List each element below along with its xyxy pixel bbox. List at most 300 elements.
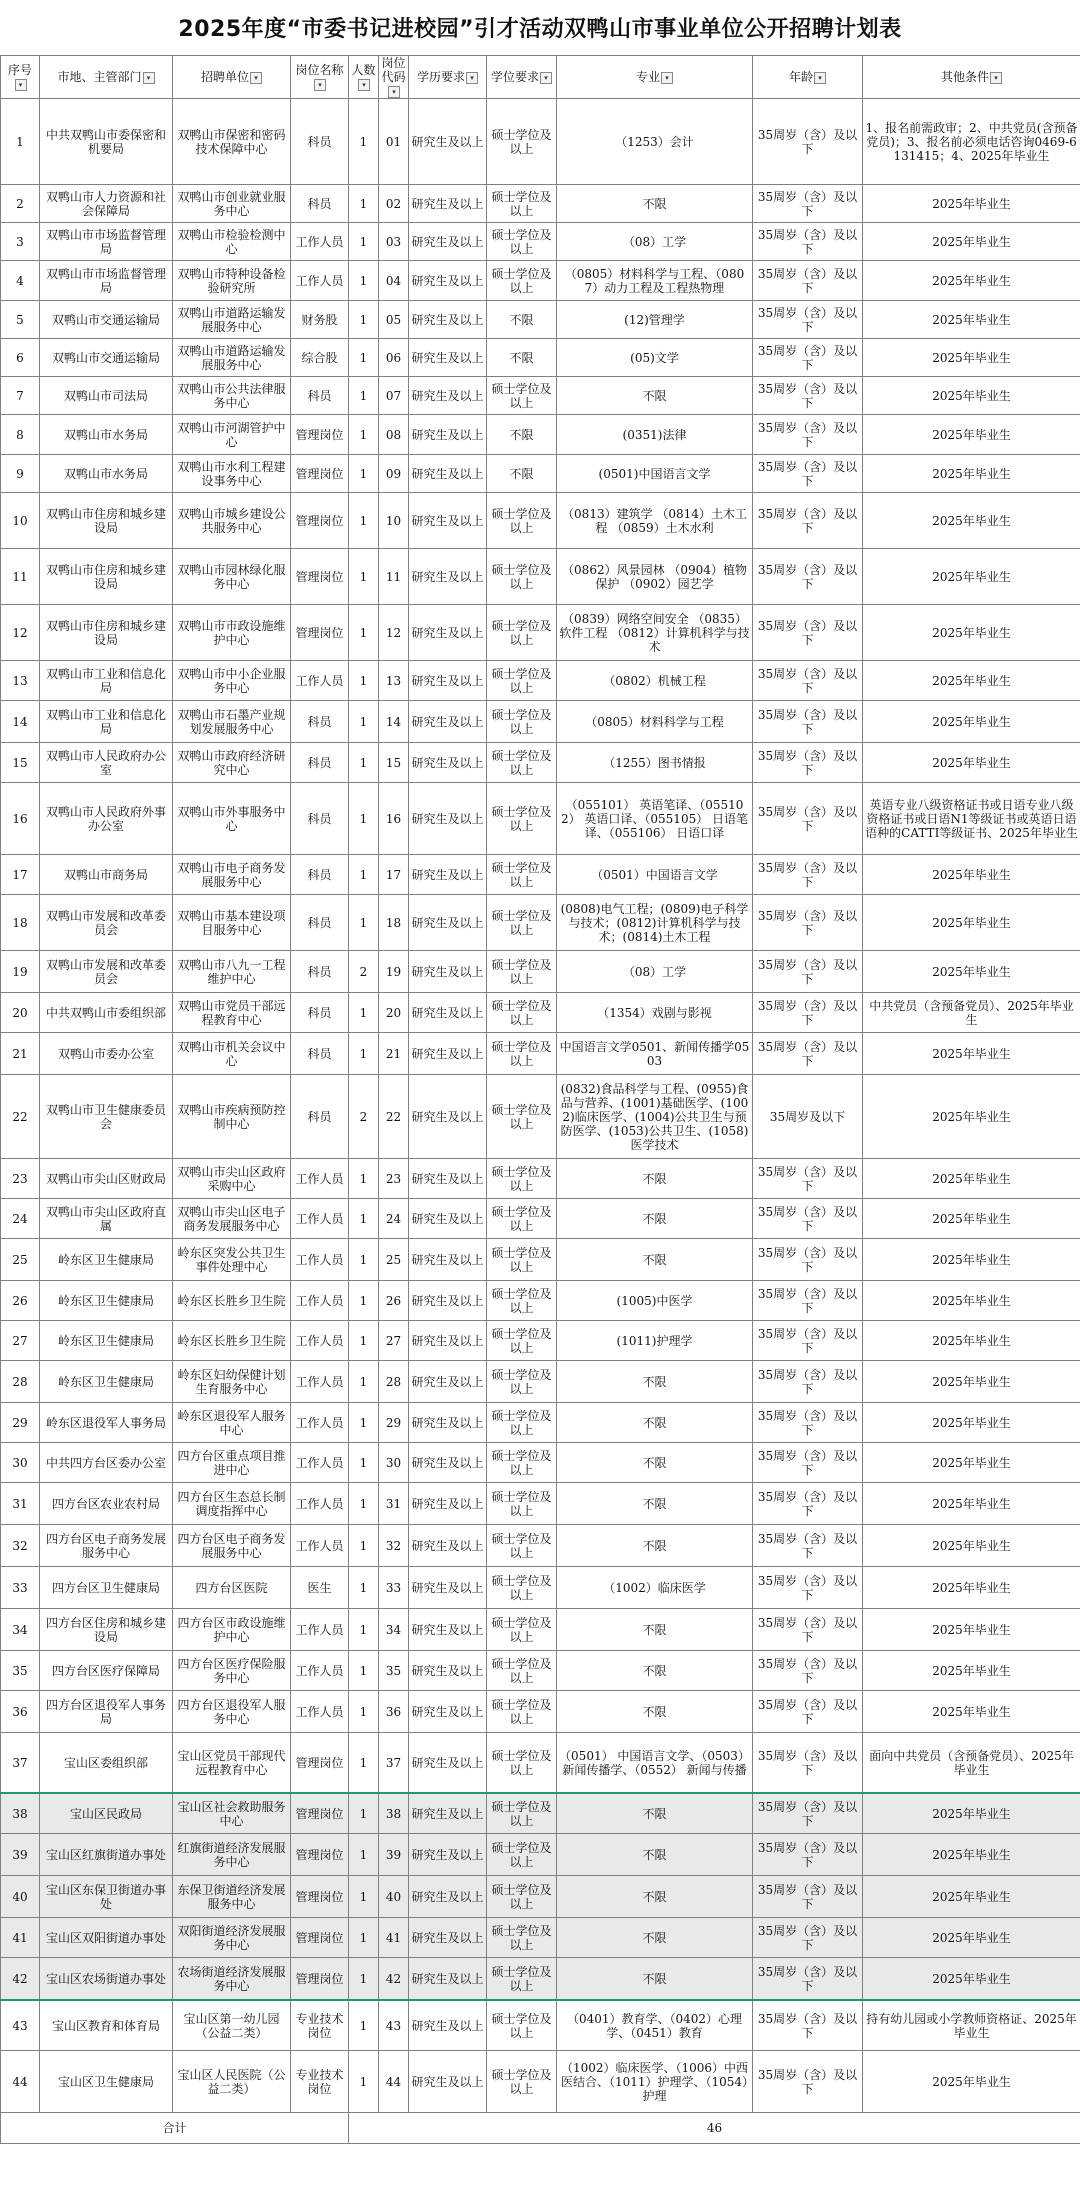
cell-degree[interactable]: 硕士学位及以上 — [487, 377, 557, 415]
cell-code[interactable]: 36 — [379, 1691, 409, 1733]
filter-dropdown-icon[interactable]: ▾ — [388, 86, 400, 98]
cell-edu[interactable]: 研究生及以上 — [409, 455, 487, 493]
cell-code[interactable]: 38 — [379, 1793, 409, 1834]
cell-degree[interactable]: 硕士学位及以上 — [487, 951, 557, 993]
cell-other[interactable]: 2025年毕业生 — [863, 549, 1080, 605]
cell-edu[interactable]: 研究生及以上 — [409, 2051, 487, 2113]
cell-age[interactable]: 35周岁（含）及以下 — [753, 301, 863, 339]
cell-code[interactable]: 12 — [379, 605, 409, 661]
cell-post[interactable]: 管理岗位 — [291, 549, 349, 605]
cell-no[interactable]: 39 — [1, 1834, 40, 1876]
cell-code[interactable]: 05 — [379, 301, 409, 339]
cell-no[interactable]: 4 — [1, 261, 40, 301]
cell-post[interactable]: 管理岗位 — [291, 1834, 349, 1876]
cell-no[interactable]: 31 — [1, 1483, 40, 1525]
cell-major[interactable]: 不限 — [557, 377, 753, 415]
cell-other[interactable]: 2025年毕业生 — [863, 661, 1080, 701]
cell-age[interactable]: 35周岁（含）及以下 — [753, 1159, 863, 1199]
cell-post[interactable]: 工作人员 — [291, 1321, 349, 1361]
cell-unit[interactable]: 双鸭山市保密和密码技术保障中心 — [173, 99, 291, 185]
cell-other[interactable]: 2025年毕业生 — [863, 455, 1080, 493]
cell-edu[interactable]: 研究生及以上 — [409, 895, 487, 951]
cell-age[interactable]: 35周岁（含）及以下 — [753, 1483, 863, 1525]
cell-major[interactable]: 不限 — [557, 1361, 753, 1403]
cell-age[interactable]: 35周岁（含）及以下 — [753, 339, 863, 377]
cell-degree[interactable]: 硕士学位及以上 — [487, 1033, 557, 1075]
cell-dept[interactable]: 双鸭山市人民政府外事办公室 — [40, 783, 173, 855]
cell-num[interactable]: 1 — [349, 2000, 379, 2051]
cell-other[interactable]: 2025年毕业生 — [863, 855, 1080, 895]
cell-dept[interactable]: 双鸭山市水务局 — [40, 455, 173, 493]
cell-edu[interactable]: 研究生及以上 — [409, 549, 487, 605]
cell-num[interactable]: 1 — [349, 895, 379, 951]
cell-other[interactable]: 2025年毕业生 — [863, 951, 1080, 993]
cell-dept[interactable]: 四方台区住房和城乡建设局 — [40, 1609, 173, 1651]
cell-major[interactable]: 不限 — [557, 1834, 753, 1876]
cell-dept[interactable]: 中共四方台区委办公室 — [40, 1443, 173, 1483]
cell-post[interactable]: 专业技术岗位 — [291, 2051, 349, 2113]
cell-age[interactable]: 35周岁（含）及以下 — [753, 1609, 863, 1651]
cell-degree[interactable]: 硕士学位及以上 — [487, 1483, 557, 1525]
cell-post[interactable]: 科员 — [291, 377, 349, 415]
cell-num[interactable]: 1 — [349, 1033, 379, 1075]
cell-num[interactable]: 1 — [349, 339, 379, 377]
cell-major[interactable]: 不限 — [557, 1609, 753, 1651]
cell-unit[interactable]: 双鸭山市机关会议中心 — [173, 1033, 291, 1075]
cell-dept[interactable]: 岭东区卫生健康局 — [40, 1239, 173, 1281]
cell-major[interactable]: 不限 — [557, 1483, 753, 1525]
cell-edu[interactable]: 研究生及以上 — [409, 415, 487, 455]
total-label[interactable]: 合计 — [1, 2113, 349, 2144]
cell-major[interactable]: (0351)法律 — [557, 415, 753, 455]
cell-dept[interactable]: 岭东区退役军人事务局 — [40, 1403, 173, 1443]
cell-dept[interactable]: 双鸭山市工业和信息化局 — [40, 661, 173, 701]
cell-no[interactable]: 22 — [1, 1075, 40, 1159]
cell-code[interactable]: 07 — [379, 377, 409, 415]
cell-major[interactable]: (0808)电气工程；(0809)电子科学与技术；(0812)计算机科学与技术；(0814)土木工程 — [557, 895, 753, 951]
cell-no[interactable]: 16 — [1, 783, 40, 855]
cell-other[interactable]: 2025年毕业生 — [863, 1159, 1080, 1199]
cell-code[interactable]: 22 — [379, 1075, 409, 1159]
cell-unit[interactable]: 双鸭山市电子商务发展服务中心 — [173, 855, 291, 895]
cell-code[interactable]: 30 — [379, 1443, 409, 1483]
cell-edu[interactable]: 研究生及以上 — [409, 1403, 487, 1443]
cell-num[interactable]: 1 — [349, 2051, 379, 2113]
cell-age[interactable]: 35周岁（含）及以下 — [753, 2051, 863, 2113]
cell-degree[interactable]: 硕士学位及以上 — [487, 1443, 557, 1483]
cell-age[interactable]: 35周岁（含）及以下 — [753, 261, 863, 301]
cell-no[interactable]: 1 — [1, 99, 40, 185]
cell-other[interactable]: 2025年毕业生 — [863, 1793, 1080, 1834]
cell-code[interactable]: 44 — [379, 2051, 409, 2113]
cell-dept[interactable]: 双鸭山市司法局 — [40, 377, 173, 415]
cell-post[interactable]: 科员 — [291, 783, 349, 855]
cell-post[interactable]: 科员 — [291, 1075, 349, 1159]
cell-dept[interactable]: 双鸭山市尖山区政府直属 — [40, 1199, 173, 1239]
cell-age[interactable]: 35周岁（含）及以下 — [753, 493, 863, 549]
cell-post[interactable]: 管理岗位 — [291, 605, 349, 661]
cell-dept[interactable]: 中共双鸭山市委组织部 — [40, 993, 173, 1033]
cell-dept[interactable]: 双鸭山市卫生健康委员会 — [40, 1075, 173, 1159]
cell-dept[interactable]: 宝山区农场街道办事处 — [40, 1958, 173, 2001]
cell-age[interactable]: 35周岁（含）及以下 — [753, 2000, 863, 2051]
cell-age[interactable]: 35周岁（含）及以下 — [753, 1918, 863, 1958]
cell-degree[interactable]: 硕士学位及以上 — [487, 1403, 557, 1443]
cell-unit[interactable]: 双鸭山市八九一工程维护中心 — [173, 951, 291, 993]
cell-num[interactable]: 1 — [349, 1199, 379, 1239]
cell-unit[interactable]: 岭东区长胜乡卫生院 — [173, 1281, 291, 1321]
cell-post[interactable]: 工作人员 — [291, 1443, 349, 1483]
cell-unit[interactable]: 双鸭山市公共法律服务中心 — [173, 377, 291, 415]
cell-no[interactable]: 42 — [1, 1958, 40, 2001]
cell-post[interactable]: 工作人员 — [291, 1525, 349, 1567]
cell-code[interactable]: 32 — [379, 1525, 409, 1567]
cell-no[interactable]: 7 — [1, 377, 40, 415]
cell-no[interactable]: 21 — [1, 1033, 40, 1075]
cell-unit[interactable]: 双鸭山市道路运输发展服务中心 — [173, 339, 291, 377]
cell-post[interactable]: 科员 — [291, 743, 349, 783]
cell-edu[interactable]: 研究生及以上 — [409, 1733, 487, 1794]
cell-code[interactable]: 34 — [379, 1609, 409, 1651]
cell-no[interactable]: 11 — [1, 549, 40, 605]
filter-dropdown-icon[interactable]: ▾ — [990, 72, 1002, 84]
cell-num[interactable]: 1 — [349, 549, 379, 605]
cell-edu[interactable]: 研究生及以上 — [409, 99, 487, 185]
cell-unit[interactable]: 双鸭山市特种设备检验研究所 — [173, 261, 291, 301]
filter-dropdown-icon[interactable]: ▾ — [250, 72, 262, 84]
cell-major[interactable]: (1005)中医学 — [557, 1281, 753, 1321]
cell-no[interactable]: 28 — [1, 1361, 40, 1403]
cell-age[interactable]: 35周岁（含）及以下 — [753, 1834, 863, 1876]
cell-unit[interactable]: 四方台区重点项目推进中心 — [173, 1443, 291, 1483]
cell-dept[interactable]: 四方台区农业农村局 — [40, 1483, 173, 1525]
cell-other[interactable]: 2025年毕业生 — [863, 1033, 1080, 1075]
cell-num[interactable]: 1 — [349, 605, 379, 661]
cell-edu[interactable]: 研究生及以上 — [409, 1361, 487, 1403]
cell-post[interactable]: 科员 — [291, 701, 349, 743]
cell-degree[interactable]: 硕士学位及以上 — [487, 1567, 557, 1609]
cell-age[interactable]: 35周岁（含）及以下 — [753, 1403, 863, 1443]
cell-age[interactable]: 35周岁（含）及以下 — [753, 185, 863, 223]
cell-post[interactable]: 工作人员 — [291, 1281, 349, 1321]
cell-unit[interactable]: 红旗街道经济发展服务中心 — [173, 1834, 291, 1876]
cell-no[interactable]: 19 — [1, 951, 40, 993]
cell-code[interactable]: 04 — [379, 261, 409, 301]
cell-age[interactable]: 35周岁（含）及以下 — [753, 1321, 863, 1361]
cell-code[interactable]: 02 — [379, 185, 409, 223]
cell-other[interactable]: 2025年毕业生 — [863, 605, 1080, 661]
cell-edu[interactable]: 研究生及以上 — [409, 605, 487, 661]
cell-num[interactable]: 1 — [349, 455, 379, 493]
filter-dropdown-icon[interactable]: ▾ — [540, 72, 552, 84]
filter-dropdown-icon[interactable]: ▾ — [466, 72, 478, 84]
cell-no[interactable]: 23 — [1, 1159, 40, 1199]
cell-degree[interactable]: 硕士学位及以上 — [487, 1281, 557, 1321]
cell-age[interactable]: 35周岁（含）及以下 — [753, 951, 863, 993]
cell-num[interactable]: 1 — [349, 99, 379, 185]
cell-edu[interactable]: 研究生及以上 — [409, 493, 487, 549]
cell-unit[interactable]: 双鸭山市水利工程建设事务中心 — [173, 455, 291, 493]
cell-no[interactable]: 37 — [1, 1733, 40, 1794]
cell-edu[interactable]: 研究生及以上 — [409, 1321, 487, 1361]
cell-dept[interactable]: 岭东区卫生健康局 — [40, 1361, 173, 1403]
cell-no[interactable]: 26 — [1, 1281, 40, 1321]
cell-other[interactable]: 2025年毕业生 — [863, 1199, 1080, 1239]
cell-no[interactable]: 30 — [1, 1443, 40, 1483]
cell-num[interactable]: 1 — [349, 743, 379, 783]
cell-edu[interactable]: 研究生及以上 — [409, 1918, 487, 1958]
cell-post[interactable]: 科员 — [291, 895, 349, 951]
cell-post[interactable]: 综合股 — [291, 339, 349, 377]
cell-post[interactable]: 工作人员 — [291, 1651, 349, 1691]
cell-major[interactable]: （055101） 英语笔译、（055102） 英语口译、（055105） 日语笔译、（055106） 日语口译 — [557, 783, 753, 855]
cell-dept[interactable]: 宝山区教育和体育局 — [40, 2000, 173, 2051]
cell-post[interactable]: 管理岗位 — [291, 1733, 349, 1794]
cell-other[interactable]: 2025年毕业生 — [863, 223, 1080, 261]
cell-degree[interactable]: 硕士学位及以上 — [487, 1834, 557, 1876]
cell-post[interactable]: 管理岗位 — [291, 455, 349, 493]
cell-major[interactable]: （0501）中国语言文学 — [557, 855, 753, 895]
cell-num[interactable]: 1 — [349, 261, 379, 301]
header-post[interactable] — [291, 56, 349, 99]
cell-dept[interactable]: 双鸭山市住房和城乡建设局 — [40, 493, 173, 549]
cell-edu[interactable]: 研究生及以上 — [409, 1834, 487, 1876]
cell-unit[interactable]: 岭东区突发公共卫生事件处理中心 — [173, 1239, 291, 1281]
cell-code[interactable]: 24 — [379, 1199, 409, 1239]
cell-unit[interactable]: 四方台区电子商务发展服务中心 — [173, 1525, 291, 1567]
cell-code[interactable]: 26 — [379, 1281, 409, 1321]
cell-unit[interactable]: 宝山区社会救助服务中心 — [173, 1793, 291, 1834]
cell-no[interactable]: 15 — [1, 743, 40, 783]
cell-major[interactable]: 不限 — [557, 1691, 753, 1733]
cell-dept[interactable]: 双鸭山市水务局 — [40, 415, 173, 455]
cell-degree[interactable]: 硕士学位及以上 — [487, 2051, 557, 2113]
cell-dept[interactable]: 中共双鸭山市委保密和机要局 — [40, 99, 173, 185]
cell-code[interactable]: 27 — [379, 1321, 409, 1361]
cell-edu[interactable]: 研究生及以上 — [409, 783, 487, 855]
cell-code[interactable]: 06 — [379, 339, 409, 377]
cell-edu[interactable]: 研究生及以上 — [409, 301, 487, 339]
cell-num[interactable]: 1 — [349, 1651, 379, 1691]
cell-major[interactable]: （0805）材料科学与工程 — [557, 701, 753, 743]
cell-degree[interactable]: 硕士学位及以上 — [487, 1321, 557, 1361]
cell-no[interactable]: 40 — [1, 1876, 40, 1918]
cell-age[interactable]: 35周岁（含）及以下 — [753, 1033, 863, 1075]
cell-post[interactable]: 管理岗位 — [291, 1958, 349, 2001]
header-major[interactable] — [557, 56, 753, 99]
cell-unit[interactable]: 岭东区妇幼保健计划生育服务中心 — [173, 1361, 291, 1403]
cell-degree[interactable]: 硕士学位及以上 — [487, 1361, 557, 1403]
cell-edu[interactable]: 研究生及以上 — [409, 261, 487, 301]
cell-edu[interactable]: 研究生及以上 — [409, 377, 487, 415]
cell-degree[interactable]: 硕士学位及以上 — [487, 605, 557, 661]
cell-num[interactable]: 1 — [349, 1918, 379, 1958]
cell-degree[interactable]: 硕士学位及以上 — [487, 1876, 557, 1918]
cell-degree[interactable]: 硕士学位及以上 — [487, 993, 557, 1033]
cell-unit[interactable]: 双鸭山市党员干部远程教育中心 — [173, 993, 291, 1033]
cell-no[interactable]: 18 — [1, 895, 40, 951]
cell-major[interactable]: 不限 — [557, 1958, 753, 2001]
cell-edu[interactable]: 研究生及以上 — [409, 223, 487, 261]
cell-other[interactable]: 2025年毕业生 — [863, 1609, 1080, 1651]
cell-degree[interactable]: 硕士学位及以上 — [487, 1075, 557, 1159]
cell-age[interactable]: 35周岁（含）及以下 — [753, 661, 863, 701]
cell-age[interactable]: 35周岁（含）及以下 — [753, 1525, 863, 1567]
cell-unit[interactable]: 岭东区退役军人服务中心 — [173, 1403, 291, 1443]
cell-major[interactable]: (0832)食品科学与工程、(0955)食品与营养、(1001)基础医学、(1002)临床医学、(1004)公共卫生与预防医学、(1053)公共卫生、(1058)医学技术 — [557, 1075, 753, 1159]
cell-major[interactable]: 不限 — [557, 1403, 753, 1443]
cell-code[interactable]: 28 — [379, 1361, 409, 1403]
cell-age[interactable]: 35周岁（含）及以下 — [753, 1239, 863, 1281]
cell-unit[interactable]: 双鸭山市检验检测中心 — [173, 223, 291, 261]
cell-degree[interactable]: 硕士学位及以上 — [487, 661, 557, 701]
cell-no[interactable]: 29 — [1, 1403, 40, 1443]
cell-other[interactable]: 2025年毕业生 — [863, 1691, 1080, 1733]
cell-dept[interactable]: 四方台区医疗保障局 — [40, 1651, 173, 1691]
cell-age[interactable]: 35周岁（含）及以下 — [753, 993, 863, 1033]
cell-dept[interactable]: 宝山区东保卫街道办事处 — [40, 1876, 173, 1918]
cell-major[interactable]: （08）工学 — [557, 951, 753, 993]
cell-major[interactable]: （0805）材料科学与工程、（0807）动力工程及工程热物理 — [557, 261, 753, 301]
cell-unit[interactable]: 双鸭山市道路运输发展服务中心 — [173, 301, 291, 339]
cell-unit[interactable]: 双鸭山市尖山区电子商务发展服务中心 — [173, 1199, 291, 1239]
cell-degree[interactable]: 硕士学位及以上 — [487, 1609, 557, 1651]
header-degree[interactable] — [487, 56, 557, 99]
cell-dept[interactable]: 宝山区卫生健康局 — [40, 2051, 173, 2113]
cell-dept[interactable]: 双鸭山市交通运输局 — [40, 301, 173, 339]
cell-num[interactable]: 2 — [349, 1075, 379, 1159]
cell-post[interactable]: 工作人员 — [291, 1361, 349, 1403]
cell-num[interactable]: 1 — [349, 301, 379, 339]
cell-num[interactable]: 1 — [349, 701, 379, 743]
filter-dropdown-icon[interactable]: ▾ — [661, 72, 673, 84]
cell-edu[interactable]: 研究生及以上 — [409, 1239, 487, 1281]
cell-no[interactable]: 20 — [1, 993, 40, 1033]
cell-dept[interactable]: 双鸭山市委办公室 — [40, 1033, 173, 1075]
cell-num[interactable]: 1 — [349, 993, 379, 1033]
cell-num[interactable]: 1 — [349, 783, 379, 855]
cell-major[interactable]: （0862）风景园林 （0904）植物保护 （0902）园艺学 — [557, 549, 753, 605]
cell-edu[interactable]: 研究生及以上 — [409, 701, 487, 743]
cell-post[interactable]: 管理岗位 — [291, 415, 349, 455]
cell-unit[interactable]: 宝山区党员干部现代远程教育中心 — [173, 1733, 291, 1794]
cell-num[interactable]: 1 — [349, 1321, 379, 1361]
filter-dropdown-icon[interactable]: ▾ — [358, 79, 370, 91]
cell-age[interactable]: 35周岁（含）及以下 — [753, 701, 863, 743]
cell-degree[interactable]: 硕士学位及以上 — [487, 1651, 557, 1691]
cell-other[interactable]: 2025年毕业生 — [863, 1361, 1080, 1403]
cell-num[interactable]: 1 — [349, 1567, 379, 1609]
cell-no[interactable]: 2 — [1, 185, 40, 223]
cell-dept[interactable]: 双鸭山市尖山区财政局 — [40, 1159, 173, 1199]
cell-no[interactable]: 9 — [1, 455, 40, 493]
cell-major[interactable]: 不限 — [557, 1239, 753, 1281]
cell-code[interactable]: 10 — [379, 493, 409, 549]
cell-num[interactable]: 1 — [349, 1834, 379, 1876]
cell-post[interactable]: 科员 — [291, 185, 349, 223]
cell-unit[interactable]: 四方台区医疗保险服务中心 — [173, 1651, 291, 1691]
cell-major[interactable]: （1354）戏剧与影视 — [557, 993, 753, 1033]
cell-no[interactable]: 43 — [1, 2000, 40, 2051]
cell-other[interactable]: 2025年毕业生 — [863, 701, 1080, 743]
cell-other[interactable]: 2025年毕业生 — [863, 1075, 1080, 1159]
cell-post[interactable]: 管理岗位 — [291, 1918, 349, 1958]
cell-degree[interactable]: 硕士学位及以上 — [487, 99, 557, 185]
cell-edu[interactable]: 研究生及以上 — [409, 339, 487, 377]
cell-major[interactable]: （1255）图书情报 — [557, 743, 753, 783]
cell-no[interactable]: 33 — [1, 1567, 40, 1609]
cell-major[interactable]: (12)管理学 — [557, 301, 753, 339]
cell-code[interactable]: 08 — [379, 415, 409, 455]
cell-degree[interactable]: 不限 — [487, 415, 557, 455]
cell-dept[interactable]: 岭东区卫生健康局 — [40, 1281, 173, 1321]
cell-code[interactable]: 35 — [379, 1651, 409, 1691]
cell-major[interactable]: （08）工学 — [557, 223, 753, 261]
cell-post[interactable]: 科员 — [291, 1033, 349, 1075]
cell-post[interactable]: 科员 — [291, 855, 349, 895]
cell-edu[interactable]: 研究生及以上 — [409, 661, 487, 701]
cell-age[interactable]: 35周岁（含）及以下 — [753, 1733, 863, 1794]
cell-code[interactable]: 01 — [379, 99, 409, 185]
cell-edu[interactable]: 研究生及以上 — [409, 1567, 487, 1609]
cell-num[interactable]: 1 — [349, 1443, 379, 1483]
cell-other[interactable]: 英语专业八级资格证书或日语专业八级资格证书或日语N1等级证书或英语日语语种的CATTI等级证书、2025年毕业生 — [863, 783, 1080, 855]
cell-no[interactable]: 10 — [1, 493, 40, 549]
cell-age[interactable]: 35周岁及以下 — [753, 1075, 863, 1159]
cell-other[interactable]: 2025年毕业生 — [863, 895, 1080, 951]
cell-other[interactable]: 2025年毕业生 — [863, 1525, 1080, 1567]
header-unit[interactable] — [173, 56, 291, 99]
cell-major[interactable]: 不限 — [557, 1525, 753, 1567]
filter-dropdown-icon[interactable]: ▾ — [814, 72, 826, 84]
cell-num[interactable]: 1 — [349, 1483, 379, 1525]
cell-no[interactable]: 14 — [1, 701, 40, 743]
cell-no[interactable]: 13 — [1, 661, 40, 701]
cell-age[interactable]: 35周岁（含）及以下 — [753, 377, 863, 415]
cell-num[interactable]: 1 — [349, 1958, 379, 2001]
cell-major[interactable]: （0401）教育学、（0402）心理学、（0451）教育 — [557, 2000, 753, 2051]
cell-no[interactable]: 41 — [1, 1918, 40, 1958]
cell-unit[interactable]: 东保卫街道经济发展服务中心 — [173, 1876, 291, 1918]
cell-num[interactable]: 1 — [349, 1239, 379, 1281]
cell-no[interactable]: 3 — [1, 223, 40, 261]
cell-edu[interactable]: 研究生及以上 — [409, 1159, 487, 1199]
cell-code[interactable]: 17 — [379, 855, 409, 895]
cell-degree[interactable]: 硕士学位及以上 — [487, 261, 557, 301]
cell-num[interactable]: 1 — [349, 493, 379, 549]
cell-age[interactable]: 35周岁（含）及以下 — [753, 415, 863, 455]
cell-unit[interactable]: 双鸭山市尖山区政府采购中心 — [173, 1159, 291, 1199]
cell-post[interactable]: 工作人员 — [291, 261, 349, 301]
cell-no[interactable]: 12 — [1, 605, 40, 661]
cell-code[interactable]: 19 — [379, 951, 409, 993]
cell-code[interactable]: 25 — [379, 1239, 409, 1281]
cell-unit[interactable]: 宝山区第一幼儿园（公益二类） — [173, 2000, 291, 2051]
cell-other[interactable]: 2025年毕业生 — [863, 493, 1080, 549]
cell-degree[interactable]: 硕士学位及以上 — [487, 1691, 557, 1733]
cell-degree[interactable]: 硕士学位及以上 — [487, 1239, 557, 1281]
cell-dept[interactable]: 岭东区卫生健康局 — [40, 1321, 173, 1361]
cell-no[interactable]: 24 — [1, 1199, 40, 1239]
cell-dept[interactable]: 双鸭山市发展和改革委员会 — [40, 895, 173, 951]
cell-dept[interactable]: 双鸭山市商务局 — [40, 855, 173, 895]
cell-num[interactable]: 2 — [349, 951, 379, 993]
cell-edu[interactable]: 研究生及以上 — [409, 1651, 487, 1691]
cell-code[interactable]: 31 — [379, 1483, 409, 1525]
cell-unit[interactable]: 双鸭山市政府经济研究中心 — [173, 743, 291, 783]
cell-post[interactable]: 管理岗位 — [291, 1793, 349, 1834]
cell-other[interactable]: 2025年毕业生 — [863, 339, 1080, 377]
